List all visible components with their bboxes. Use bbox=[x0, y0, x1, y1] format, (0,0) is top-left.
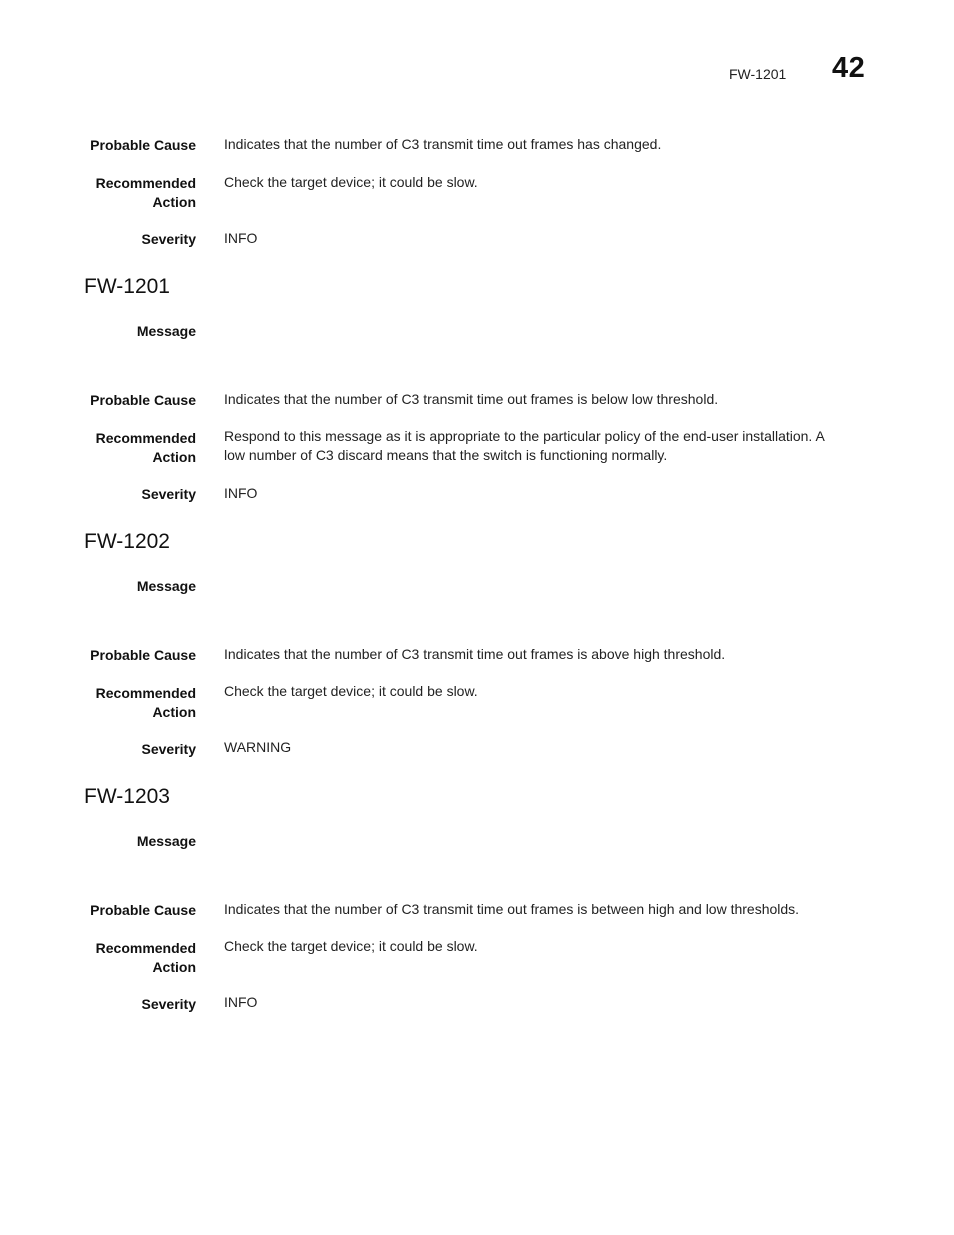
probable-cause-label: Probable Cause bbox=[90, 392, 196, 408]
recommended-action-label-line2: Action bbox=[152, 449, 196, 465]
recommended-action-text: Check the target device; it could be slow. bbox=[224, 938, 478, 954]
severity-label: Severity bbox=[141, 231, 196, 247]
probable-cause-text: Indicates that the number of C3 transmit time out frames is between high and low thresholds. bbox=[224, 901, 800, 917]
running-header-ref: FW-1201 bbox=[729, 66, 787, 82]
message-label: Message bbox=[136, 833, 196, 849]
probable-cause-text: Indicates that the number of C3 transmit time out frames has changed. bbox=[224, 136, 662, 152]
chapter-number: 42 bbox=[832, 52, 866, 84]
message-label: Message bbox=[136, 578, 196, 594]
section-title: FW-1201 bbox=[84, 275, 170, 298]
recommended-action-text: Check the target device; it could be slow. bbox=[224, 174, 478, 190]
recommended-action-label-line2: Action bbox=[152, 194, 196, 210]
section-title: FW-1203 bbox=[84, 785, 170, 808]
probable-cause-label: Probable Cause bbox=[90, 647, 196, 663]
probable-cause-text: Indicates that the number of C3 transmit time out frames is below low threshold. bbox=[224, 391, 719, 407]
recommended-action-text-line1: Respond to this message as it is appropriate to the particular policy of the end-user installation. A bbox=[224, 428, 825, 444]
recommended-action-label-line1: Recommended bbox=[95, 175, 196, 191]
severity-label: Severity bbox=[141, 486, 196, 502]
recommended-action-label-line1: Recommended bbox=[95, 940, 196, 956]
probable-cause-label: Probable Cause bbox=[90, 902, 196, 918]
severity-value: INFO bbox=[224, 230, 258, 246]
recommended-action-label-line1: Recommended bbox=[95, 430, 196, 446]
severity-value: WARNING bbox=[224, 739, 292, 755]
recommended-action-label-line2: Action bbox=[152, 704, 196, 720]
severity-label: Severity bbox=[141, 741, 196, 757]
severity-label: Severity bbox=[141, 996, 196, 1012]
probable-cause-text: Indicates that the number of C3 transmit time out frames is above high threshold. bbox=[224, 646, 726, 662]
severity-value: INFO bbox=[224, 485, 258, 501]
message-label: Message bbox=[136, 323, 196, 339]
recommended-action-text-line2: low number of C3 discard means that the switch is functioning normally. bbox=[224, 447, 668, 463]
recommended-action-label-line1: Recommended bbox=[95, 685, 196, 701]
section-title: FW-1202 bbox=[84, 530, 170, 553]
probable-cause-label: Probable Cause bbox=[90, 137, 196, 153]
recommended-action-text: Check the target device; it could be slow. bbox=[224, 683, 478, 699]
recommended-action-label-line2: Action bbox=[152, 959, 196, 975]
severity-value: INFO bbox=[224, 994, 258, 1010]
